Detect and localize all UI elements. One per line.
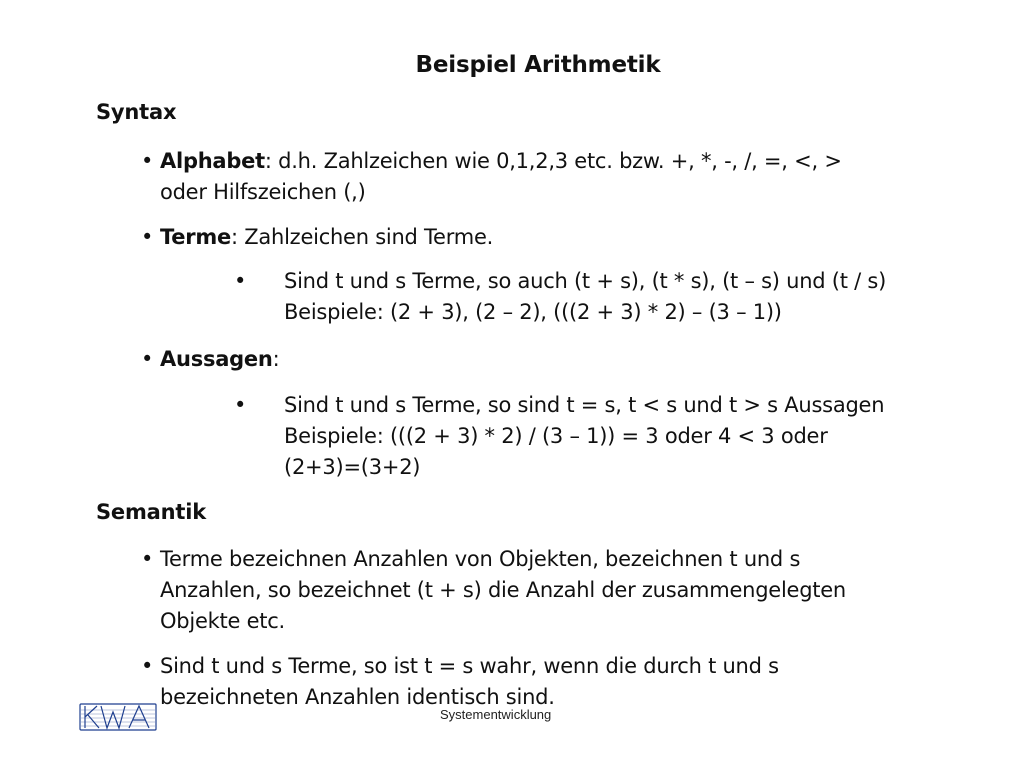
bullet-dot: • xyxy=(141,347,154,371)
slide-title: Beispiel Arithmetik xyxy=(415,52,661,78)
alphabet-text: : d.h. Zahlzeichen wie 0,1,2,3 etc. bzw. +, *, -, /, =, <, > xyxy=(264,149,842,173)
aussagen-sub-line1: Sind t und s Terme, so sind t = s, t < s und t > s Aussagen xyxy=(284,393,885,417)
semantik-item1-line3: Objekte etc. xyxy=(160,609,285,633)
sub-bullet-dot: • xyxy=(234,269,247,293)
semantik-heading: Semantik xyxy=(96,500,206,524)
bullet-dot: • xyxy=(141,654,154,678)
sub-bullet-dot: • xyxy=(234,393,247,417)
terme-sub-line1: Sind t und s Terme, so auch (t + s), (t * s), (t – s) und (t / s) xyxy=(284,269,887,293)
aussagen-line xyxy=(160,344,279,375)
terme-bullet xyxy=(141,222,494,253)
kwa-logo xyxy=(79,702,157,732)
semantik-bullet-2 xyxy=(141,651,779,713)
alphabet-line1 xyxy=(160,146,842,177)
aussagen-sub-bullet xyxy=(234,390,984,483)
alphabet-line2: oder Hilfszeichen (,) xyxy=(160,180,366,204)
semantik-bullet-1 xyxy=(141,544,846,637)
footer-label: Systementwicklung xyxy=(440,707,552,722)
terme-term: Terme xyxy=(160,225,232,249)
aussagen-sub-line2: Beispiele: (((2 + 3) * 2) / (3 – 1)) = 3 oder 4 < 3 oder xyxy=(284,424,828,448)
semantik-item2-line1: Sind t und s Terme, so ist t = s wahr, wenn die durch t und s xyxy=(160,654,779,678)
terme-text: : Zahlzeichen sind Terme. xyxy=(231,225,494,249)
alphabet-term: Alphabet xyxy=(160,149,265,173)
bullet-dot: • xyxy=(141,547,154,571)
bullet-dot: • xyxy=(141,225,154,249)
terme-sub-bullet xyxy=(234,266,984,328)
aussagen-bullet xyxy=(141,344,280,375)
semantik-item1-line1: Terme bezeichnen Anzahlen von Objekten, bezeichnen t und s xyxy=(160,547,801,571)
semantik-item2-line2: bezeichneten Anzahlen identisch sind. xyxy=(160,685,555,709)
aussagen-sub-line3: (2+3)=(3+2) xyxy=(284,455,421,479)
bullet-dot: • xyxy=(141,149,154,173)
terme-sub-line2: Beispiele: (2 + 3), (2 – 2), (((2 + 3) * 2) – (3 – 1)) xyxy=(284,300,782,324)
syntax-heading: Syntax xyxy=(96,100,177,124)
semantik-item1-line2: Anzahlen, so bezeichnet (t + s) die Anzahl der zusammengelegten xyxy=(160,578,846,602)
alphabet-bullet xyxy=(141,146,842,208)
terme-line xyxy=(160,222,493,253)
aussagen-term: Aussagen xyxy=(160,347,273,371)
aussagen-text: : xyxy=(272,347,280,371)
